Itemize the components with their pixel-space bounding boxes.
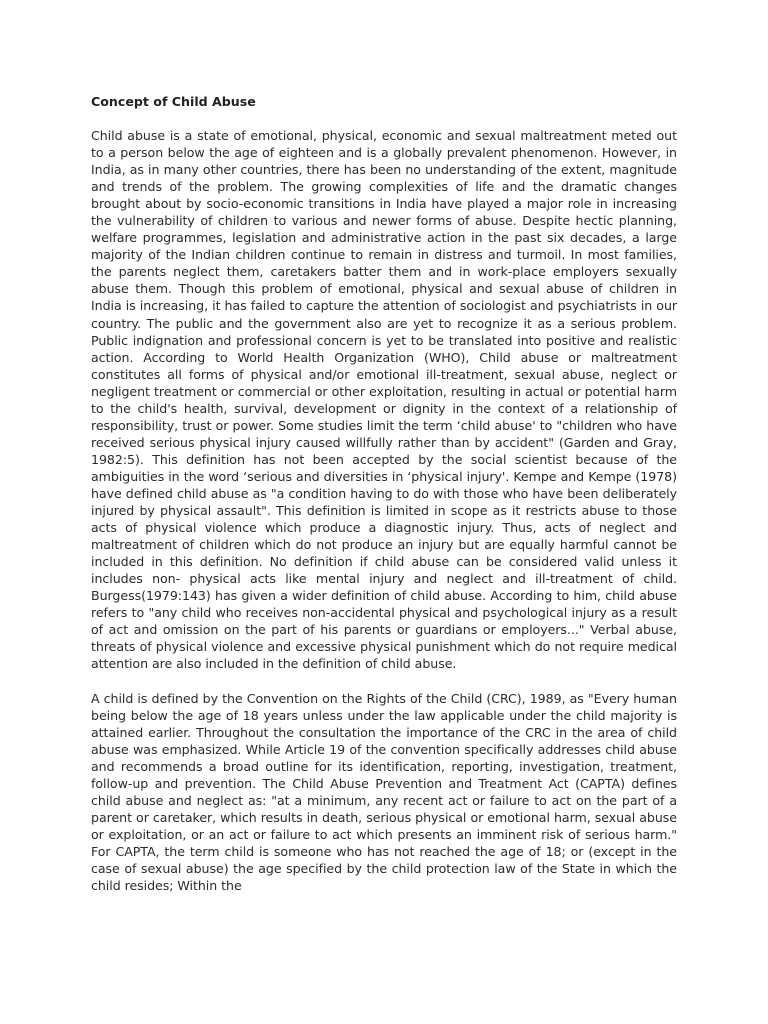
paragraph-crc-and-capta: A child is defined by the Convention on the Rights of the Child (CRC), 1989, as "Every human being below the age of 18 years unless under the law applicable under the child majority is attained earlier. Throughout the consultation the importance of the CRC in the area of child abuse was emphasized. While Article 19 of the convention specifically addresses child abuse and recommends a broad outline for its identification, reporting, investigation, treatment, follow-up and prevention. The Child Abuse Prevention and Treatment Act (CAPTA) defines child abuse and neglect as: "at a minimum, any recent act or failure to act on the part of a parent or caretaker, which results in death, serious physical or emotional harm, sexual abuse or exploitation, or an act or failure to act which presents an imminent risk of serious harm." For CAPTA, the term child is someone who has not reached the age of 18; or (except in the case of sexual abuse) the age specified by the child protection law of the State in which the child resides; Within the — [91, 690, 677, 894]
document-page — [91, 93, 677, 911]
document-title: Concept of Child Abuse — [91, 94, 256, 109]
paragraph-definition-of-child-abuse: Child abuse is a state of emotional, physical, economic and sexual maltreatment meted out to a person below the age of eighteen and is a globally prevalent phenomenon. However, in India, as in many other countries, there has been no understanding of the extent, magnitude and trends of the problem. The growing complexities of life and the dramatic changes brought about by socio-economic transitions in India have played a major role in increasing the vulnerability of children to various and newer forms of abuse. Despite hectic planning, welfare programmes, legislation and administrative action in the past six decades, a large majority of the Indian children continue to remain in distress and turmoil. In most families, the parents neglect them, caretakers batter them and in work-place employers sexually abuse them. Though this problem of emotional, physical and sexual abuse of children in India is increasing, it has failed to capture the attention of sociologist and psychiatrists in our country. The public and the government also are yet to recognize it as a serious problem. Public indignation and professional concern is yet to be translated into positive and realistic action. According to World Health Organization (WHO), Child abuse or maltreatment constitutes all forms of physical and/or emotional ill-treatment, sexual abuse, neglect or negligent treatment or commercial or other exploitation, resulting in actual or potential harm to the child's health, survival, development or dignity in the context of a relationship of responsibility, trust or power. Some studies limit the term ‘child abuse' to "children who have received serious physical injury caused willfully rather than by accident" (Garden and Gray, 1982:5). This definition has not been accepted by the social scientist because of the ambiguities in the word ‘serious and diversities in ‘physical injury'. Kempe and Kempe (1978) have defined child abuse as "a condition having to do with those who have been deliberately injured by physical assault". This definition is limited in scope as it restricts abuse to those acts of physical violence which produce a diagnostic injury. Thus, acts of neglect and maltreatment of children which do not produce an injury but are equally harmful cannot be included in this definition. No definition if child abuse can be considered valid unless it includes non- physical acts like mental injury and neglect and ill-treatment of child. Burgess(1979:143) has given a wider definition of child abuse. According to him, child abuse refers to "any child who receives non-accidental physical and psychological injury as a result of act and omission on the part of his parents or guardians or employers..." Verbal abuse, threats of physical violence and excessive physical punishment which do not require medical attention are also included in the definition of child abuse. — [91, 128, 677, 672]
